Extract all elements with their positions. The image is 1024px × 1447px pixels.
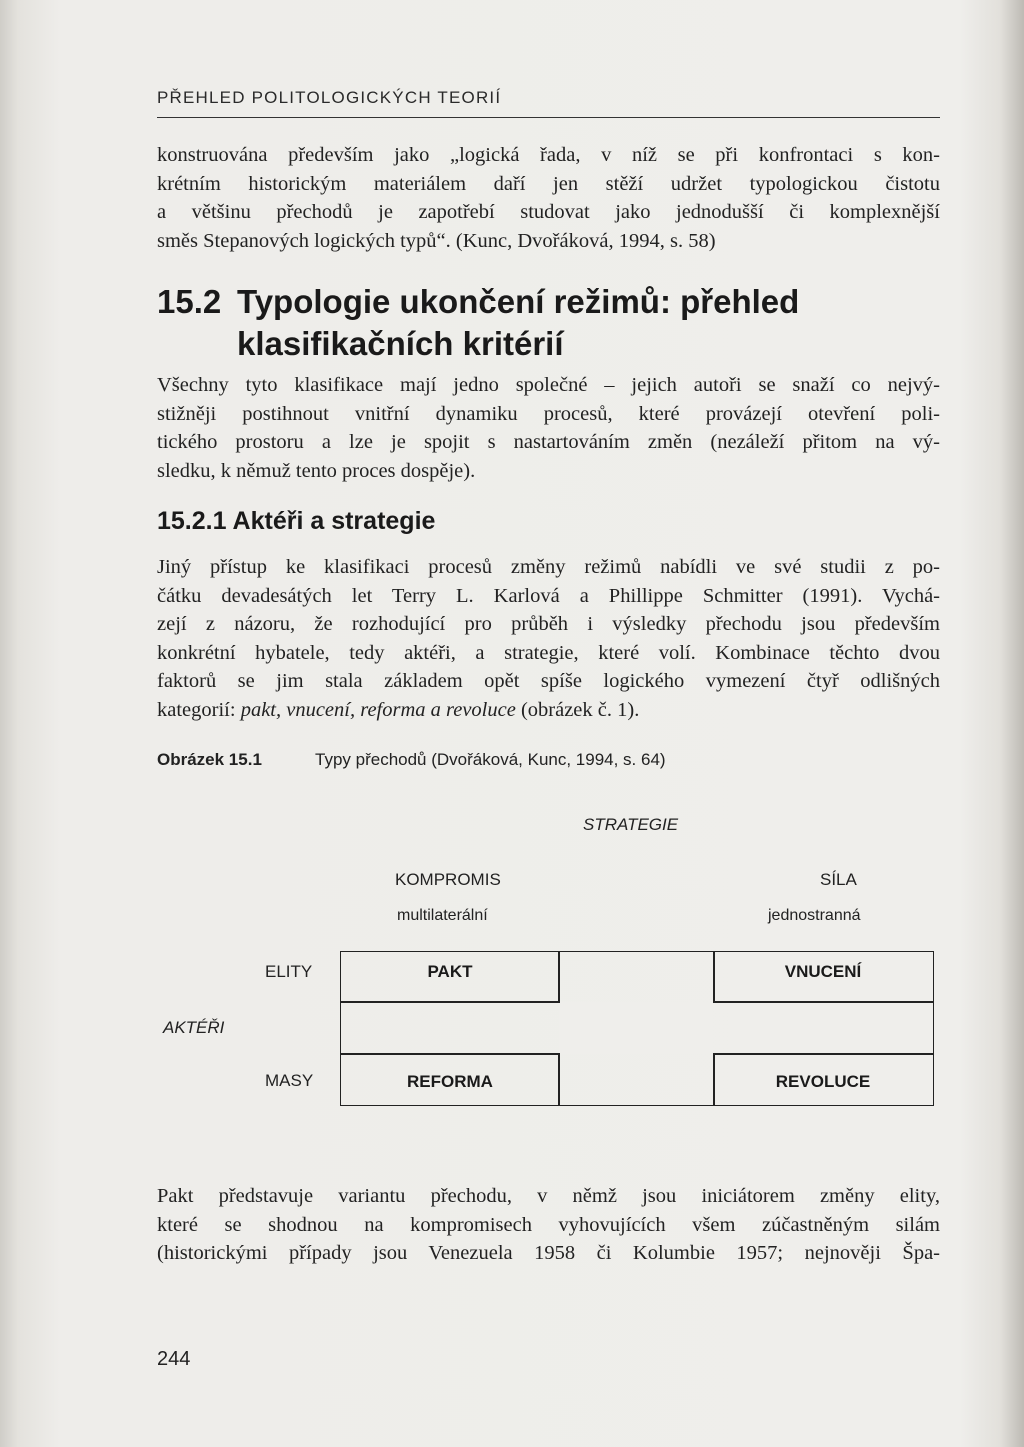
section-title-line1: Typologie ukončení režimů: přehled <box>237 283 800 320</box>
row-label-elites: ELITY <box>265 962 313 981</box>
section-title-line2: klasifikačních kritérií <box>237 325 564 362</box>
text-line: zejí z názoru, že rozhodující pro průběh i výsledky přechodu jsou především <box>157 613 940 636</box>
section-paragraph <box>157 371 940 485</box>
actors-axis-label: AKTÉŘI <box>163 1018 225 1037</box>
intro-paragraph <box>157 141 940 255</box>
section-number: 15.2 <box>157 283 222 320</box>
closing-paragraph <box>157 1182 940 1268</box>
reforma-cell-top-line <box>340 1053 560 1055</box>
row-label-masses: MASY <box>265 1071 314 1090</box>
cell-revoluce: REVOLUCE <box>775 1072 871 1091</box>
column-title-force: SÍLA <box>820 870 857 889</box>
text-line: Jiný přístup ke klasifikaci procesů změny režimů nabídli ve své studii z po- <box>157 556 940 578</box>
subsection-paragraph <box>157 553 940 725</box>
text-line: tického prostoru a lze je spojit s nastartováním změn (nezáleží přitom na vý- <box>157 431 940 454</box>
text-line: a většinu přechodů je zapotřebí studovat jako jednodušší či komplexnější <box>157 201 940 224</box>
subsection-title: Aktéři a strategie <box>232 507 436 535</box>
text-line: (historickými případy jsou Venezuela 1958 či Kolumbie 1957; nejnověji Špa- <box>157 1242 940 1265</box>
text-line: krétním historickým materiálem daří jen stěží udržet typologickou čistotu <box>157 172 940 195</box>
italic-categories: pakt, vnucení, reforma a revoluce <box>240 698 516 721</box>
page-number: 244 <box>157 1348 191 1370</box>
text-line: které se shodnou na kompromisech vyhovujících všem zúčastněným silám <box>157 1213 940 1236</box>
section-heading <box>157 281 799 365</box>
subsection-heading <box>157 507 435 536</box>
strategy-axis-label: STRATEGIE <box>583 815 679 834</box>
pakt-cell-bottom-line <box>340 1001 560 1003</box>
text-line: Všechny tyto klasifikace mají jedno společné – jejich autoři se snaží co nejvý- <box>157 374 940 396</box>
column-sub-unilateral: jednostranná <box>768 907 861 924</box>
pakt-cell-right-line <box>558 951 560 1003</box>
vnuceni-cell-bottom-line <box>713 1001 933 1003</box>
text-line: čátku devadesátých let Terry L. Karlová a Phillippe Schmitter (1991). Vychá- <box>157 584 940 607</box>
diagram-center-gap <box>559 1002 713 1054</box>
header-rule <box>157 117 940 118</box>
column-sub-multilateral: multilaterální <box>397 907 488 924</box>
running-head: PŘEHLED POLITOLOGICKÝCH TEORIÍ <box>157 88 502 107</box>
cell-vnuceni: VNUCENÍ <box>784 962 862 981</box>
text-line: sledku, k němuž tento proces dospěje). <box>157 459 476 482</box>
figure-label: Obrázek 15.1 <box>157 750 262 769</box>
text-line: Pakt představuje variantu přechodu, v němž jsou iniciátorem změny elity, <box>157 1185 940 1207</box>
text-line: směs Stepanových logických typů“. (Kunc, Dvořáková, 1994, s. 58) <box>157 229 716 252</box>
text-run: (obrázek č. 1). <box>515 698 640 721</box>
text-line <box>157 696 940 725</box>
reforma-cell-right-line <box>558 1053 560 1105</box>
revoluce-cell-top-line <box>713 1053 933 1055</box>
cell-reforma: REFORMA <box>407 1072 493 1091</box>
text-line: konkrétní hybatele, tedy aktéři, a strategie, které volí. Kombinace těchto dvou <box>157 641 940 664</box>
column-title-compromise: KOMPROMIS <box>395 870 501 889</box>
text-line: faktorů se jim stala základem opět spíše logického vymezení čtyř odlišných <box>157 670 940 693</box>
subsection-number: 15.2.1 <box>157 507 227 535</box>
text-line: stižněji postihnout vnitřní dynamiku procesů, které provázejí otevření poli- <box>157 402 940 425</box>
text-run: kategorií: <box>157 698 241 721</box>
text-line: konstruována především jako „logická řada, v níž se při konfrontaci s kon- <box>157 144 940 166</box>
figure-caption-text: Typy přechodů (Dvořáková, Kunc, 1994, s. 64) <box>315 750 666 769</box>
cell-pakt: PAKT <box>427 962 473 981</box>
figure-caption <box>157 750 666 770</box>
